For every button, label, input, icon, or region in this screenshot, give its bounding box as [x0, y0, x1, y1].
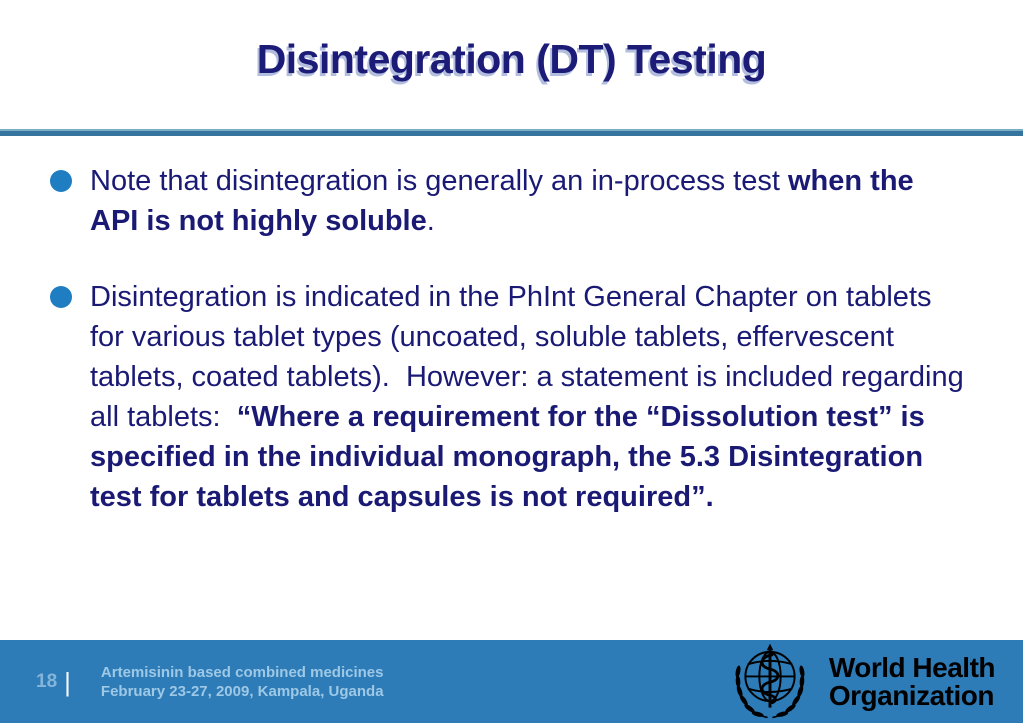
bullet-1-regular: Note that disintegration is generally an in-process test [90, 165, 788, 197]
who-wordmark-line1: World Health [828, 651, 995, 683]
footer-event-info [101, 663, 384, 701]
who-branding [719, 640, 995, 723]
bullet-dot-icon [50, 170, 72, 192]
bullet-list [50, 161, 972, 553]
bullet-dot-icon [50, 286, 72, 308]
bullet-item-2 [50, 277, 972, 517]
bullet-text-2 [90, 277, 972, 517]
bullet-text-1 [90, 161, 965, 241]
who-emblem-icon [719, 642, 821, 723]
page-separator: | [64, 666, 71, 697]
footer-event-name: Artemisinin based combined medicines [100, 663, 384, 681]
title-divider [0, 129, 1023, 136]
bullet-item-1 [50, 161, 965, 241]
footer-event-date: February 23-27, 2009, Kampala, Uganda [100, 682, 384, 700]
who-wordmark-line2: Organization [828, 679, 994, 711]
page-number: 18 [36, 670, 58, 692]
bullet-1-after: . [426, 205, 435, 237]
footer-left [36, 640, 384, 723]
bullet-2-bold: “Where a requirement for the “Dissolution test” is specified in the individual monograph, the 5.3 Disintegration test for tablets and capsules is not required”. [90, 401, 933, 513]
page-title: Disintegration (DT) Testing [256, 36, 767, 82]
bullet-2-regular: Disintegration is indicated in the PhInt General Chapter on tablets for various tablet types (uncoated, soluble tablets, effervescent tablets, coated tablets). However: a statement is included regarding all tablets: [90, 281, 972, 433]
who-wordmark [828, 651, 995, 711]
bullet-1-bold: when the API is not highly soluble [90, 165, 921, 237]
footer-bar [0, 640, 1023, 723]
